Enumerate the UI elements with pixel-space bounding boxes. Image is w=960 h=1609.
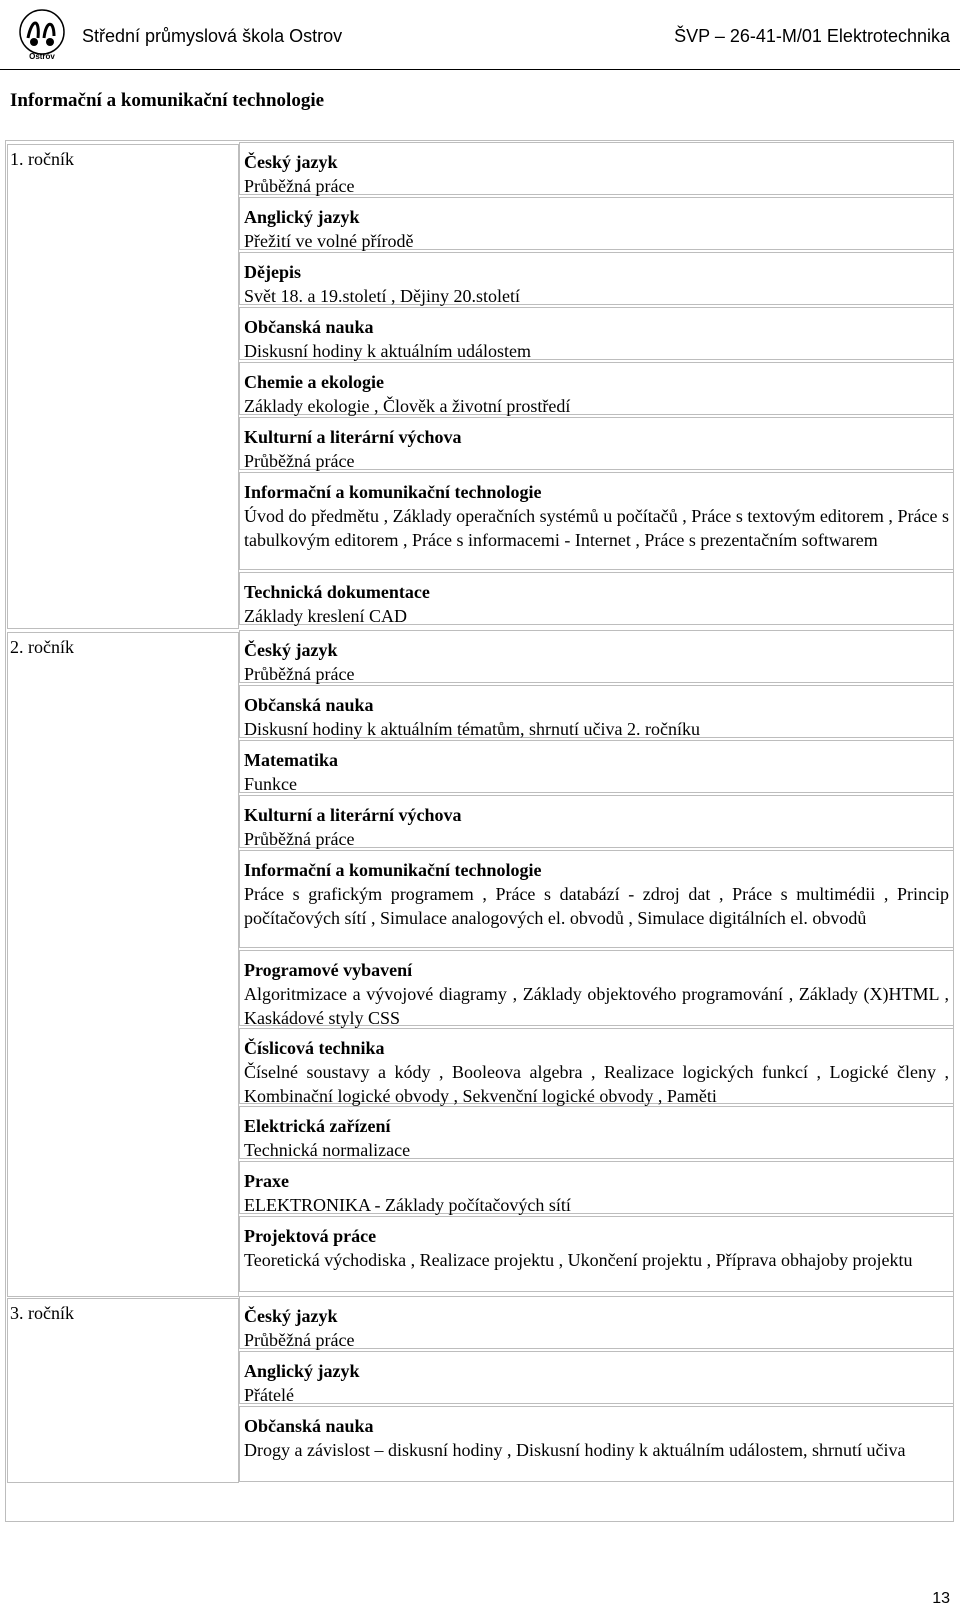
subject-name: Občanská nauka (244, 695, 374, 715)
page-number: 13 (932, 1590, 950, 1607)
subject-name: Informační a komunikační technologie (244, 860, 542, 880)
subject-name: Kulturní a literární výchova (244, 427, 462, 447)
subject-cell (239, 362, 954, 415)
grade-cell-border (7, 1298, 239, 1483)
subject-name: Matematika (244, 750, 338, 770)
subject-topics: Teoretická východiska , Realizace projektu , Ukončení projektu , Příprava obhajoby projektu (244, 1250, 913, 1270)
subject-topics: Průběžná práce (244, 176, 355, 196)
subject-topics: Úvod do předmětu , Základy operačních systémů u počítačů , Práce s textovým editorem , Práce s tabulkovým editorem , Práce s informacemi - Internet , Práce s prezentačním softwarem (244, 506, 949, 550)
subject-name: Dějepis (244, 262, 301, 282)
subject-cell (239, 1106, 954, 1159)
subject-cell (239, 950, 954, 1026)
grade-cell: 3. ročník (10, 1303, 74, 1323)
subject-topics: Diskusní hodiny k aktuálním událostem (244, 341, 531, 361)
subject-cell (239, 1296, 954, 1349)
subject-topics: Svět 18. a 19.století , Dějiny 20.století (244, 286, 520, 306)
grade-cell-border (7, 144, 239, 629)
subject-name: Informační a komunikační technologie (244, 482, 542, 502)
subject-topics: Přátelé (244, 1385, 294, 1405)
page-title: Informační a komunikační technologie (10, 90, 325, 111)
subject-topics: Základy ekologie , Člověk a životní prostředí (244, 396, 571, 416)
subject-topics: Základy kreslení CAD (244, 606, 407, 626)
school-logo-icon (10, 8, 74, 60)
subject-topics: Drogy a závislost – diskusní hodiny , Diskusní hodiny k aktuálním událostem, shrnutí učiva (244, 1440, 906, 1460)
subject-name: Občanská nauka (244, 317, 374, 337)
subject-cell (239, 252, 954, 305)
subject-cell (239, 1161, 954, 1214)
subject-name: Občanská nauka (244, 1416, 374, 1436)
subject-topics: Průběžná práce (244, 829, 355, 849)
subject-name: Český jazyk (244, 152, 338, 172)
page-header (0, 0, 960, 70)
grade-cell-border (7, 632, 239, 1297)
subject-name: Český jazyk (244, 640, 338, 660)
subject-topics: Průběžná práce (244, 451, 355, 471)
subject-cell (239, 307, 954, 360)
subject-topics: Funkce (244, 774, 297, 794)
subject-name: Projektová práce (244, 1226, 377, 1246)
grade-cell: 2. ročník (10, 637, 74, 657)
subject-cell (239, 1406, 954, 1482)
subject-cell (239, 472, 954, 570)
subject-name: Číslicová technika (244, 1038, 385, 1058)
subject-cell (239, 630, 954, 683)
subject-name: Anglický jazyk (244, 1361, 360, 1381)
subject-cell (239, 197, 954, 250)
subject-cell (239, 795, 954, 848)
subject-cell (239, 572, 954, 625)
subject-cell (239, 1351, 954, 1404)
school-name: Střední průmyslová škola Ostrov (82, 26, 343, 46)
subject-topics: Průběžná práce (244, 1330, 355, 1350)
subject-topics: Diskusní hodiny k aktuálním tématům, shrnutí učiva 2. ročníku (244, 719, 700, 739)
logo-text: Ostrov (29, 52, 55, 60)
subject-cell (239, 740, 954, 793)
subject-name: Český jazyk (244, 1306, 338, 1326)
subject-topics: Práce s grafickým programem , Práce s databází - zdroj dat , Práce s multimédii , Princip počítačových sítí , Simulace analogových el. obvodů , Simulace digitálních el. obvodů (244, 884, 949, 928)
subject-topics: Přežití ve volné přírodě (244, 231, 414, 251)
subject-topics: Číselné soustavy a kódy , Booleova algebra , Realizace logických funkcí , Logické členy , Kombinační logické obvody , Sekvenční logické obvody , Paměti (244, 1062, 949, 1106)
subject-cell (239, 685, 954, 738)
subject-name: Kulturní a literární výchova (244, 805, 462, 825)
grade-cell: 1. ročník (10, 149, 74, 169)
header-divider (0, 69, 960, 70)
subject-cell (239, 1028, 954, 1104)
subject-cell (239, 417, 954, 470)
subject-name: Programové vybavení (244, 960, 413, 980)
subject-cell (239, 142, 954, 195)
subject-cell (239, 1216, 954, 1292)
subject-name: Praxe (244, 1171, 289, 1191)
subject-topics: Algoritmizace a vývojové diagramy , Základy objektového programování , Základy (X)HTML , Kaskádové styly CSS (244, 984, 949, 1028)
subject-name: Chemie a ekologie (244, 372, 384, 392)
subject-topics: Technická normalizace (244, 1140, 411, 1160)
subject-topics: Průběžná práce (244, 664, 355, 684)
subject-name: Anglický jazyk (244, 207, 360, 227)
subject-name: Elektrická zařízení (244, 1116, 391, 1136)
subject-name: Technická dokumentace (244, 582, 430, 602)
program-code: ŠVP – 26-41-M/01 Elektrotechnika (674, 26, 950, 46)
subject-cell (239, 850, 954, 948)
subject-topics: ELEKTRONIKA - Základy počítačových sítí (244, 1195, 571, 1215)
